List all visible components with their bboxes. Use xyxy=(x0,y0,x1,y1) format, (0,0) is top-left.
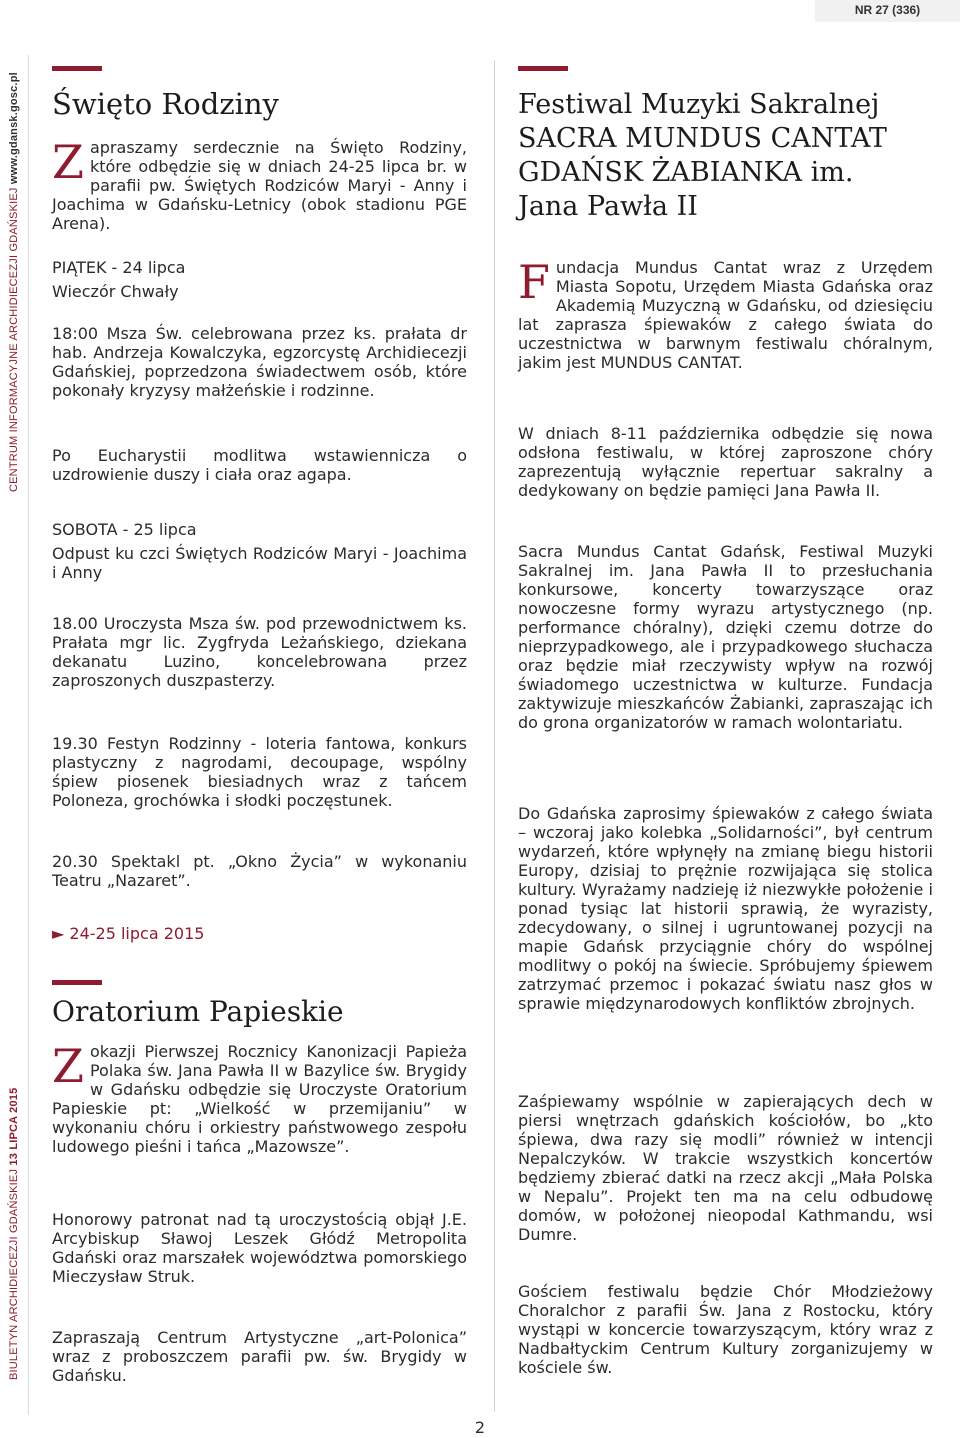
festiwal-nepal: Zaśpiewamy wspólnie w zapierających dech w piersi wnętrzach gdańskich kościołów, bo „kto śpiewa, dwa razy się modli” również w intencji Nepalczyków. W trakcie wszystkich koncertów będziemy zbierać datki na rzecz akcji „Mała Polska w Nepalu”. Projekt ten ma na celu odbudowę domów, w położonej nieopodal Kathmandu, wsi Dumre. xyxy=(518,1092,933,1244)
title-rule xyxy=(52,66,102,71)
festiwal-intro-text: undacja Mundus Cantat wraz z Urzędem Miasta Sopotu, Urzędem Miasta Gdańska oraz Akademią Muzyczną w Gdańsku, od dziesięciu lat zaprasza śpiewaków z całego świata do uczestnictwa w barwnym festiwalu chóralnym, jakim jest MUNDUS CANTAT. xyxy=(518,258,933,372)
friday-prayer: Po Eucharystii modlitwa wstawiennicza o uzdrowienie duszy i ciała oraz agapa. xyxy=(52,446,467,484)
sidebar-bulletin-date: 13 LIPCA 2015 xyxy=(8,1087,20,1166)
sidebar-masthead-label: CENTRUM INFORMACYJNE ARCHIDIECEZJI GDAŃSKIEJ xyxy=(8,187,20,492)
drop-cap: Z xyxy=(52,1039,84,1093)
article-title-festiwal: Festiwal Muzyki Sakralnej SACRA MUNDUS CANTAT GDAŃSK ŻABIANKA im. Jana Pawła II xyxy=(518,89,887,222)
festiwal-gdansk: Do Gdańska zaprosimy śpiewaków z całego świata – wczoraj jako kolebka „Solidarności”, był centrum wydarzeń, które wpłynęły na zmianę biegu historii Europy, dzisiaj to prężnie rozwijająca się stolica kultury. Wyrażamy nadzieję iż niezwykłe położenie i ponad tysiąc lat historii sprawią, że wyrazisty, zdecydowany, o silnej i ugruntowanej pozycji na mapie Gdańsk przyciągnie chóry do wspólnej modlitwy o pokój na świecie. Spróbujemy śpiewem zatrzymać przemoc i pokazać światu nasz głos w sprawie międzynarodowych konfliktów zbrojnych. xyxy=(518,804,933,1013)
oratorium-invite: Zapraszają Centrum Artystyczne „art-Polonica” wraz z proboszczem parafii pw. św. Brygidy w Gdańsku. xyxy=(52,1328,467,1385)
saturday-mass: 18.00 Uroczysta Msza św. pod przewodnictwem ks. Prałata mgr lic. Zygfryda Leżańskiego, dziekana dekanatu Luzino, koncelebrowana przez zaproszonych duszpasterzy. xyxy=(52,614,467,690)
issue-number: NR 27 (336) xyxy=(815,0,960,22)
article-title-oratorium: Oratorium Papieskie xyxy=(52,995,344,1028)
sidebar-site-link[interactable]: www.gdansk.gosc.pl xyxy=(8,72,20,185)
festiwal-intro xyxy=(518,255,933,372)
page-number: 2 xyxy=(474,1418,486,1437)
festiwal-guest: Gościem festiwalu będzie Chór Młodzieżowy Choralchor z parafii Św. Jana z Rostocku, który wystąpi w koncercie towarzyszącym, który wraz z Nadbałtyckim Centrum Kultury zorganizujemy w kościele św. xyxy=(518,1282,933,1377)
drop-cap: F xyxy=(518,255,550,309)
event-dates-text: 24-25 lipca 2015 xyxy=(69,924,205,943)
festiwal-dates: W dniach 8-11 października odbędzie się nowa odsłona festiwalu, w której zaproszone chóry zaprezentują wyłącznie repertuar sakralny a dedykowany on będzie pamięci Jana Pawła II. xyxy=(518,424,933,500)
event-dates xyxy=(52,924,467,943)
article-intro xyxy=(52,135,467,233)
oratorium-intro xyxy=(52,1039,467,1156)
oratorium-patronat: Honorowy patronat nad tą uroczystością objął J.E. Arcybiskup Sławoj Leszek Głódź Metropolita Gdański oraz marszałek województwa pomorskiego Mieczysław Struk. xyxy=(52,1210,467,1286)
festiwal-description: Sacra Mundus Cantat Gdańsk, Festiwal Muzyki Sakralnej im. Jana Pawła II to przesłuchania konkursowe, koncerty towarzyszące oraz nowoczesne formy wyrazu artystycznego (np. performance chóralny), dzięki czemu dotrze do nieprzypadkowego, ale i przypadkowego słuchacza oraz będzie miał rzeczywisty wpływ na rozwój świadomego uczestnictwa w kulturze. Fundacja zaktywizuje mieszkańców Żabianki, zapraszając ich do grona organizatorów w ramach wolontariatu. xyxy=(518,542,933,732)
friday-event: Wieczór Chwały xyxy=(52,282,179,301)
article-intro-text: apraszamy serdecznie na Święto Rodziny, które odbędzie się w dniach 24-25 lipca br. w parafii pw. Świętych Rodziców Maryi - Anny i Joachima w Gdańsku-Letnicy (obok stadionu PGE Arena). xyxy=(52,138,467,233)
friday-day: PIĄTEK - 24 lipca xyxy=(52,258,186,277)
title-rule xyxy=(52,980,102,985)
saturday-festyn: 19.30 Festyn Rodzinny - loteria fantowa, konkurs plastyczny z nagrodami, decoupage, wspólny śpiew piosenek biesiadnych wraz z tańcem Poloneza, grochówka i słodki poczęstunek. xyxy=(52,734,467,810)
sidebar-masthead xyxy=(8,72,20,492)
title-rule xyxy=(518,66,568,71)
column-divider xyxy=(494,60,495,1412)
oratorium-intro-text: okazji Pierwszej Rocznicy Kanonizacji Papieża Polaka św. Jana Pawła II w Bazylice św. Brygidy w Gdańsku odbędzie się Uroczyste Oratorium Papieskie pt: „Wielkość w przemijaniu” w wykonaniu chóru i orkiestry państwowego zespołu ludowego pieśni i tańca „Mazowsze”. xyxy=(52,1042,467,1156)
saturday-day: SOBOTA - 25 lipca xyxy=(52,520,197,539)
sidebar-bulletin xyxy=(8,1088,20,1380)
article-title-swieto-rodziny: Święto Rodziny xyxy=(52,87,279,121)
arrow-right-icon: ► xyxy=(52,924,65,943)
sidebar-bulletin-label: BIULETYN ARCHIDIECEZJI GDAŃSKIEJ xyxy=(8,1168,20,1380)
drop-cap: Z xyxy=(52,135,84,189)
saturday-spektakl: 20.30 Spektakl pt. „Okno Życia” w wykonaniu Teatru „Nazaret”. xyxy=(52,852,467,890)
saturday-event: Odpust ku czci Świętych Rodziców Maryi - Joachima i Anny xyxy=(52,544,467,582)
friday-mass: 18:00 Msza Św. celebrowana przez ks. prałata dr hab. Andrzeja Kowalczyka, egzorcystę Archidiecezji Gdańskiej, poprzedzona świadectwem osób, które pokonały kryzysy małżeńskie i rodzinne. xyxy=(52,324,467,400)
